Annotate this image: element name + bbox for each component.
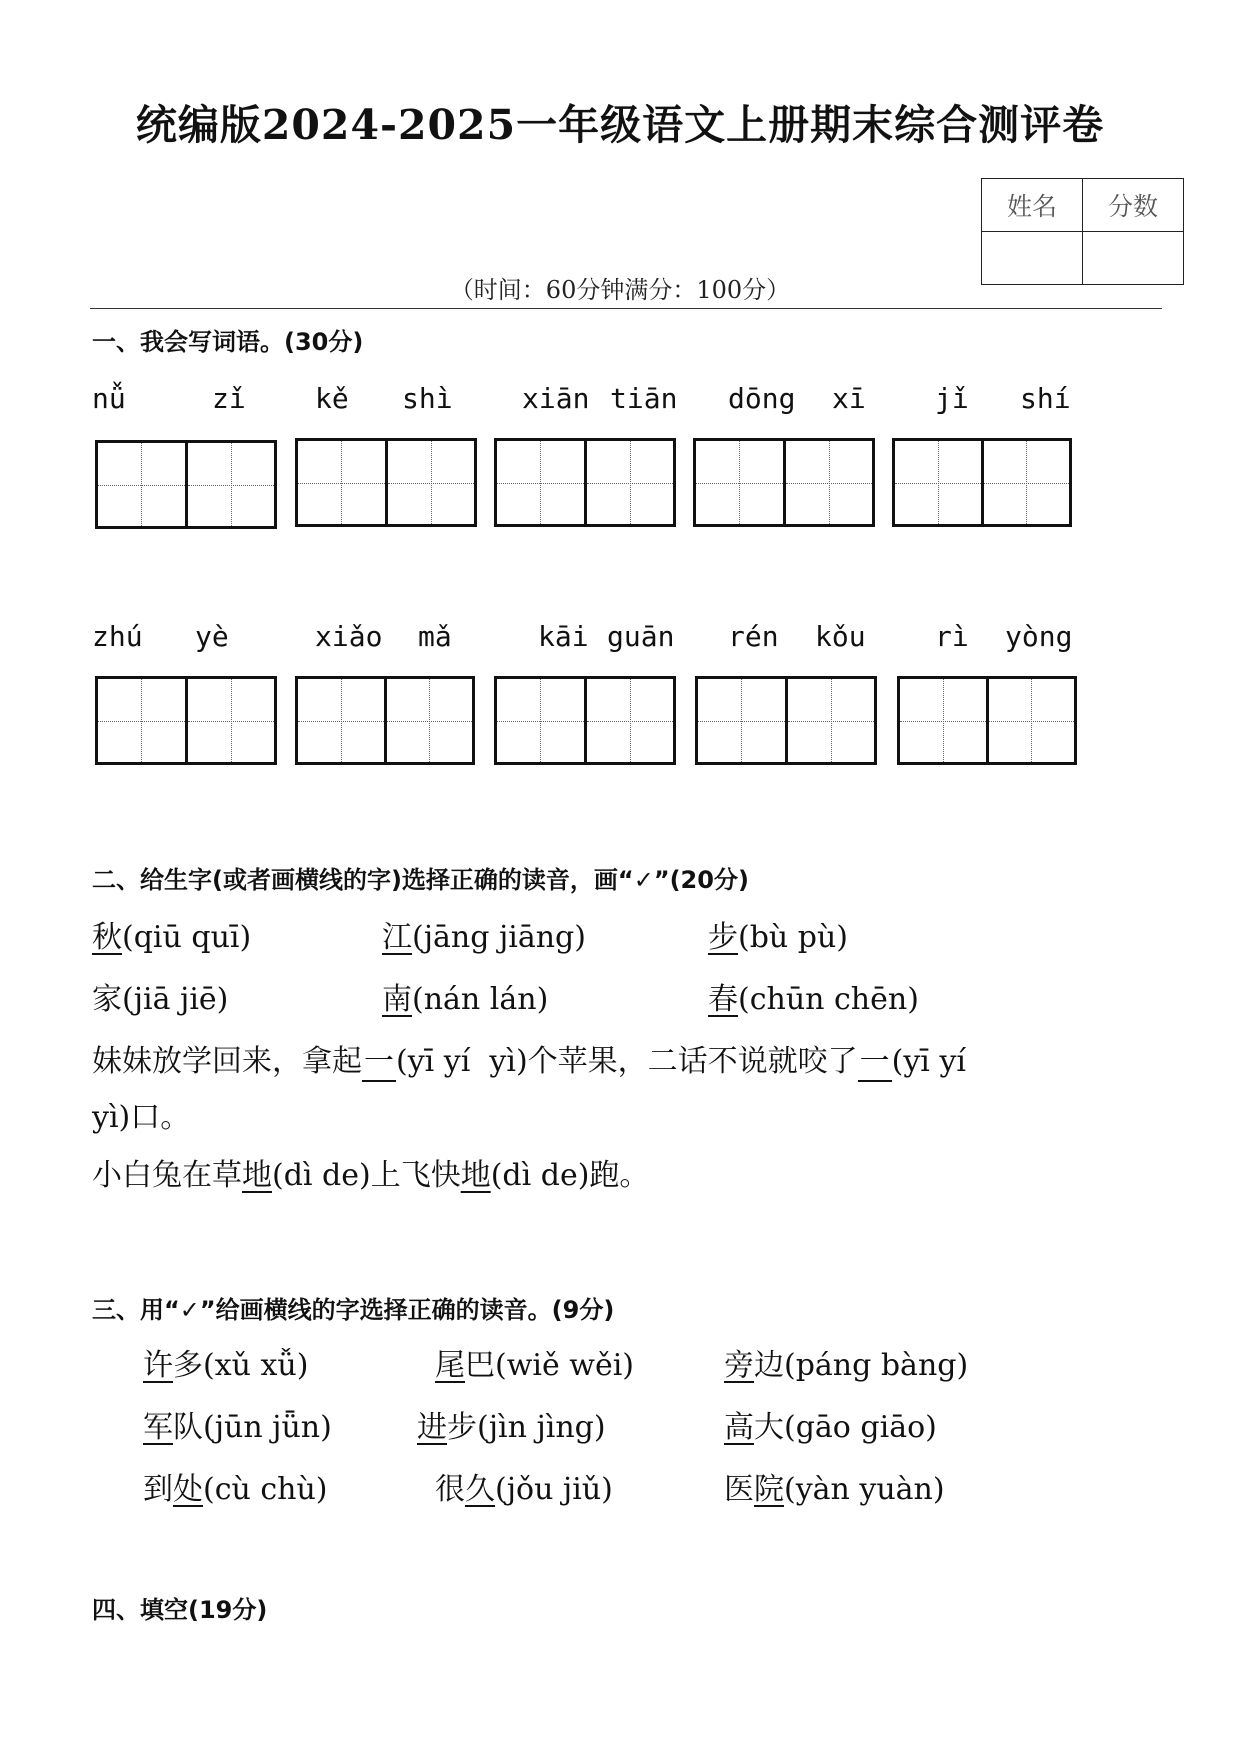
target-char: 秋 — [92, 920, 122, 955]
pinyin-options[interactable]: (chūn chēn) — [738, 982, 919, 1017]
pinyin: xī — [832, 382, 866, 415]
pinyin-options[interactable]: (nán lán) — [412, 982, 549, 1017]
writing-grid[interactable] — [693, 438, 875, 527]
pinyin: tiān — [610, 382, 678, 415]
pinyin: yòng — [1005, 620, 1073, 653]
underlined-char: 地 — [460, 1158, 491, 1193]
pinyin-options[interactable]: (jiā jiē) — [122, 982, 229, 1017]
section-2-heading: 二、给生字(或者画横线的字)选择正确的读音，画“✓”(20分) — [92, 866, 749, 894]
pinyin: zǐ — [212, 382, 246, 415]
pinyin: xiān — [522, 382, 590, 415]
pinyin-options[interactable]: (wiě wěi) — [495, 1348, 634, 1383]
pinyin-options[interactable]: (bù pù) — [738, 920, 848, 955]
pinyin: yè — [195, 620, 229, 653]
word-item: 高大(gāo giāo) — [724, 1410, 937, 1445]
pinyin-options[interactable]: (gāo giāo) — [784, 1410, 937, 1445]
pinyin: kǒu — [815, 620, 866, 653]
underlined-char: 一 — [362, 1036, 396, 1082]
pinyin-options[interactable]: (jūn jǖn) — [203, 1410, 332, 1445]
word-item: 到处(cù chù) — [143, 1472, 328, 1507]
writing-grid[interactable] — [295, 676, 475, 765]
pinyin-options[interactable]: (dì de)上飞快 — [272, 1158, 461, 1193]
writing-grid[interactable] — [897, 676, 1077, 765]
word-item: 医院(yàn yuàn) — [724, 1472, 945, 1507]
word-item: 许多(xǔ xǚ) — [143, 1348, 309, 1383]
pinyin-options[interactable]: (yī yí — [891, 1044, 966, 1079]
underlined-char: 尾 — [435, 1348, 465, 1383]
pinyin: guān — [607, 620, 675, 653]
underlined-char: 高 — [724, 1410, 754, 1445]
score-label: 分数 — [1083, 179, 1184, 232]
underlined-char: 处 — [173, 1472, 203, 1507]
writing-grid[interactable] — [695, 676, 877, 765]
page-title: 统编版2024-2025一年级语文上册期末综合测评卷 — [135, 101, 1105, 149]
pinyin: jǐ — [935, 382, 969, 415]
pinyin: rén — [728, 620, 779, 653]
target-char: 步 — [708, 920, 738, 955]
pronunciation-item — [382, 912, 586, 956]
sentence-text: 小白兔在草 — [92, 1158, 242, 1193]
exam-time-and-score: （时间：60分钟满分：100分） — [449, 276, 791, 304]
target-char: 南 — [382, 982, 412, 1017]
section-4-heading: 四、填空(19分) — [92, 1596, 268, 1624]
pinyin-options[interactable]: (jǒu jiǔ) — [495, 1472, 613, 1507]
sentence-text: 妹妹放学回来，拿起 — [92, 1044, 362, 1079]
pinyin: rì — [935, 620, 969, 653]
word-item: 很久(jǒu jiǔ) — [435, 1472, 613, 1507]
target-char: 江 — [382, 920, 412, 955]
pinyin-options[interactable]: (dì de)跑。 — [490, 1158, 650, 1193]
underlined-char: 院 — [754, 1472, 784, 1507]
writing-grid[interactable] — [494, 438, 676, 527]
pinyin-options[interactable]: (jāng jiāng) — [412, 920, 586, 955]
word-item: 进步(jìn jìng) — [417, 1410, 606, 1445]
underlined-char: 一 — [858, 1036, 892, 1082]
sentence-question — [92, 1036, 966, 1082]
sentence-continuation[interactable]: yì)口。 — [92, 1100, 191, 1135]
word-item: 旁边(páng bàng) — [724, 1348, 969, 1383]
pinyin-options[interactable]: (cù chù) — [203, 1472, 328, 1507]
pronunciation-item — [92, 912, 251, 956]
pinyin: zhú — [92, 620, 143, 653]
name-score-table — [981, 178, 1184, 285]
section-3-heading: 三、用“✓”给画横线的字选择正确的读音。(9分) — [92, 1296, 615, 1324]
underlined-char: 地 — [242, 1158, 272, 1193]
pinyin: kě — [315, 382, 349, 415]
pronunciation-item — [92, 974, 228, 1018]
writing-grid[interactable] — [95, 676, 277, 765]
pinyin: nǚ — [92, 382, 126, 415]
pinyin: shí — [1020, 382, 1071, 415]
pronunciation-item — [708, 974, 919, 1018]
pinyin: dōng — [728, 382, 796, 415]
pinyin-options[interactable]: (qiū quī) — [122, 920, 252, 955]
underlined-char: 许 — [143, 1348, 173, 1383]
writing-grid[interactable] — [295, 438, 477, 527]
underlined-char: 进 — [417, 1410, 447, 1445]
word-item: 尾巴(wiě wěi) — [435, 1348, 634, 1383]
pinyin-options[interactable]: (páng bàng) — [784, 1348, 969, 1383]
pinyin-options[interactable]: (yàn yuàn) — [784, 1472, 945, 1507]
pinyin: xiǎo — [315, 620, 383, 653]
target-char: 春 — [708, 982, 738, 1017]
header-divider — [90, 308, 1162, 309]
pinyin: kāi — [538, 620, 589, 653]
name-label: 姓名 — [982, 179, 1083, 232]
underlined-char: 军 — [143, 1410, 173, 1445]
pinyin: mǎ — [418, 620, 452, 653]
word-item: 军队(jūn jǖn) — [143, 1410, 332, 1445]
pronunciation-item — [708, 912, 848, 956]
underlined-char: 久 — [465, 1472, 495, 1507]
target-char: 家 — [92, 982, 122, 1017]
pinyin: shì — [402, 382, 453, 415]
pinyin-options[interactable]: (xǔ xǚ) — [203, 1348, 309, 1383]
section-1-heading: 一、我会写词语。(30分) — [92, 328, 364, 356]
pinyin-options[interactable]: (yī yí yì)个苹果，二话不说就咬了 — [396, 1044, 858, 1079]
pinyin-options[interactable]: (jìn jìng) — [477, 1410, 606, 1445]
pronunciation-item — [382, 974, 548, 1018]
writing-grid[interactable] — [95, 440, 277, 529]
writing-grid[interactable] — [892, 438, 1072, 527]
writing-grid[interactable] — [494, 676, 676, 765]
sentence-question — [92, 1150, 649, 1194]
underlined-char: 旁 — [724, 1348, 754, 1383]
